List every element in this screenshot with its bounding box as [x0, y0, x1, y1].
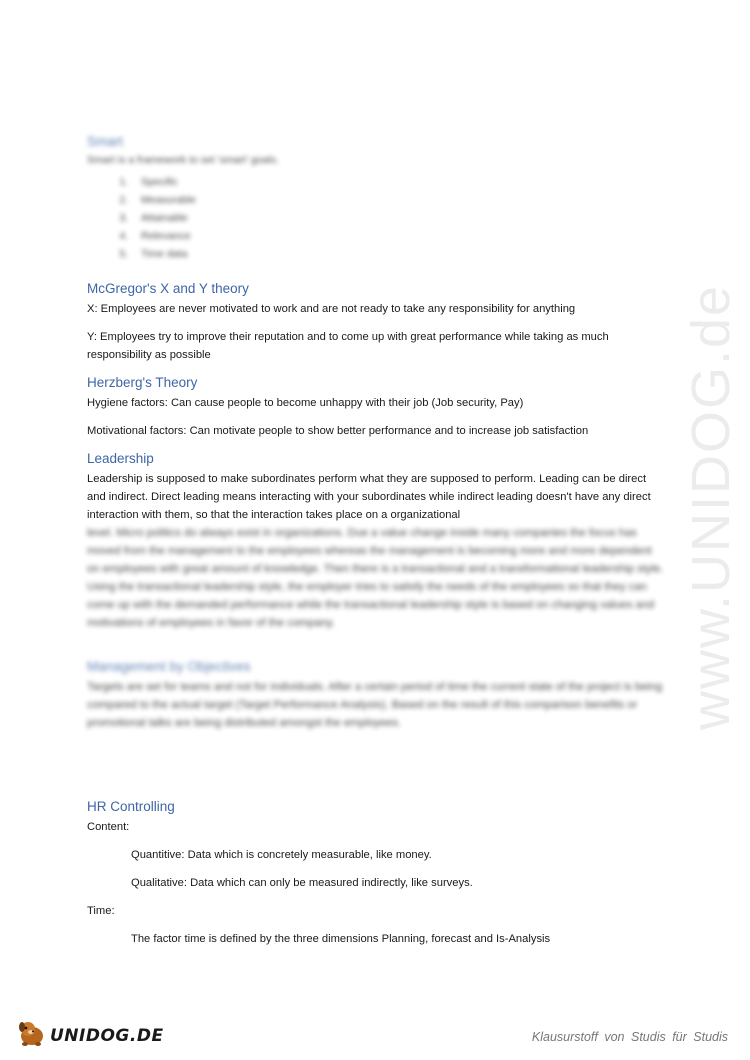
mbo-section: [87, 658, 667, 732]
dog-icon: [16, 1018, 48, 1053]
mcgregor-x: X: Employees are never motivated to work and are not ready to take any responsibility for anything: [87, 303, 576, 315]
hr-qualitative: Qualitative: Data which can only be measured indirectly, like surveys.: [131, 877, 473, 889]
hr-quantitive: Quantitive: Data which is concretely measurable, like money.: [131, 849, 432, 861]
herzberg-hygiene: Hygiene factors: Can cause people to become unhappy with their job (Job security, Pay): [87, 397, 524, 409]
mbo-text: Targets are set for teams and not for individuals. After a certain period of time the current state of the project is being compared to the actual target (Target Performance Analysis). Based on the result of this comparison benefits or promotional talks are being distributed amongst the employees.: [87, 681, 663, 729]
logo-text: UNIDOG.DE: [50, 1025, 164, 1046]
mcgregor-section: [87, 280, 667, 364]
herzberg-heading: Herzberg's Theory: [87, 375, 198, 390]
leadership-text: Leadership is supposed to make subordinates perform what they are supposed to perform. Leading can be direct and indirect. Direct leading means interacting with your subordinates while indirect leading doesn't have any direct interaction with them, so that the interaction takes place on a organizational: [87, 473, 651, 521]
hr-time-text: The factor time is defined by the three dimensions Planning, forecast and Is-Analysis: [131, 933, 551, 945]
hr-section: [87, 798, 667, 948]
mcgregor-heading: McGregor's X and Y theory: [87, 281, 249, 296]
list-item: 2. Measurable: [131, 191, 667, 209]
herzberg-section: [87, 374, 667, 440]
smart-intro: Smart is a framework to set 'smart' goals.: [87, 154, 279, 166]
mcgregor-y: Y: Employees try to improve their reputation and to come up with great performance while taking as much responsibility as possible: [87, 331, 609, 361]
hr-heading: HR Controlling: [87, 799, 175, 814]
herzberg-motivational: Motivational factors: Can motivate people to show better performance and to increase job satisfaction: [87, 425, 589, 437]
list-item: 3. Attainable: [131, 209, 667, 227]
smart-section: [87, 133, 667, 263]
smart-list: [87, 173, 667, 263]
list-item: 5. Time data: [131, 245, 667, 263]
unidog-logo: [16, 1018, 164, 1053]
smart-heading: Smart: [87, 134, 124, 149]
mbo-heading: Management by Objectives: [87, 659, 251, 674]
hr-content-label: Content:: [87, 821, 130, 833]
watermark: www.UNIDOG.de: [681, 283, 741, 730]
list-item: 1. Specific: [131, 173, 667, 191]
hr-time-label: Time:: [87, 905, 115, 917]
leadership-text-blurred: level. Micro politics do always exist in organizations. Due a value change inside many companies the focus has moved from the management to the employees whereas the management is becoming more and more dependent on employees with great amount of knowledge. Then there is a transactional and a transformational leadership style. Using the transactional leadership style, the employer tries to satisfy the needs of the employees so that they can come up with the demanded performance while the transactional leadership style is based on changing values and motivations of employees in favor of the company.: [87, 527, 664, 629]
leadership-section: [87, 450, 667, 632]
list-item: 4. Relevance: [131, 227, 667, 245]
footer-tagline: Klausurstoff von Studis für Studis: [531, 1030, 728, 1044]
leadership-heading: Leadership: [87, 451, 154, 466]
